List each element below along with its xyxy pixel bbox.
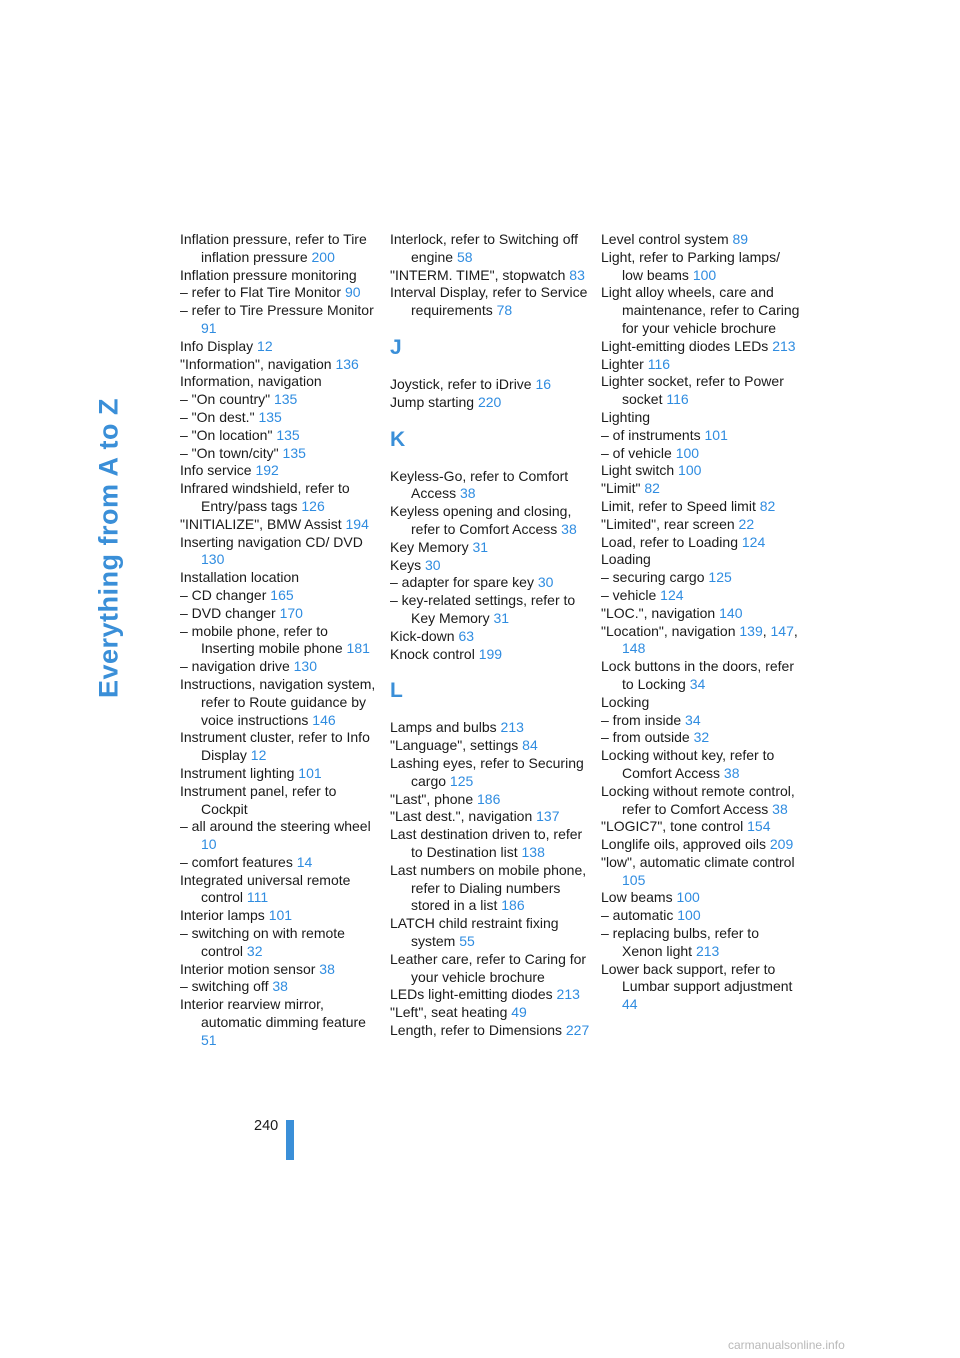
page-reference-link[interactable]: 126 [301, 497, 325, 514]
index-entry [390, 986, 590, 1004]
index-entry [180, 587, 380, 605]
index-entry-text: "Location", navigation [601, 622, 736, 639]
index-entry-text: – "On country" [180, 391, 271, 408]
index-entry-text: – navigation drive [180, 658, 290, 675]
page-reference-link[interactable]: 105 [622, 871, 646, 888]
page-reference-link[interactable]: 213 [695, 942, 720, 959]
index-entry-text: – from outside [601, 729, 690, 746]
index-entry [180, 391, 380, 409]
index-entry-text: Lamps and bulbs [390, 719, 497, 736]
page-reference-link[interactable]: 89 [732, 231, 749, 247]
index-entry [390, 394, 590, 412]
index-entry-text: Locking without remote control, refer to Comfort Access [601, 782, 795, 817]
page-reference-link[interactable]: 34 [689, 675, 706, 692]
page-reference-link[interactable]: 38 [460, 485, 476, 502]
index-entry-text: Knock control [390, 645, 475, 662]
index-entry [601, 498, 801, 516]
index-entry [390, 719, 590, 737]
index-entry [180, 605, 380, 623]
index-entry-text: – CD changer [180, 586, 267, 603]
page-reference-link[interactable]: 100 [676, 889, 700, 906]
index-entry-text: Lock buttons in the doors, refer to Locking [601, 658, 794, 692]
page-reference-link[interactable]: 58 [456, 248, 473, 265]
index-entry-text: Installation location [180, 569, 300, 586]
page-reference-link[interactable]: 44 [622, 996, 638, 1013]
page-reference-link[interactable]: 63 [458, 627, 475, 644]
index-entry-text: Interior rearview mirror, automatic dimming feature [180, 996, 366, 1031]
index-entry-text: "Limit" [601, 480, 641, 497]
index-entry-text: – "On dest." [180, 408, 255, 425]
page-reference-link[interactable]: 38 [561, 520, 577, 537]
index-entry [601, 534, 801, 552]
index-entry [390, 737, 590, 755]
index-entry-text: Leather care, refer to Caring for your vehicle brochure [390, 950, 587, 985]
index-entry-text: "low", automatic climate control [601, 853, 795, 870]
page-reference-link[interactable]: 100 [678, 462, 702, 479]
page-reference-link[interactable]: 135 [273, 391, 298, 408]
index-entry-text: – automatic [601, 907, 674, 924]
page-reference-link[interactable]: 10 [201, 836, 217, 853]
page-number: 240 [254, 1118, 279, 1134]
index-entry [390, 539, 590, 557]
index-entry-text: Light alloy wheels, care and maintenance, refer to Caring for your vehicle brochure [601, 284, 800, 336]
index-entry-text: Keyless opening and closing, refer to Comfort Access [390, 503, 572, 537]
index-entry [601, 729, 801, 747]
index-entry-text: Interior lamps [180, 907, 265, 924]
index-entry [601, 961, 801, 1014]
page-reference-link[interactable]: 16 [535, 375, 552, 392]
index-entry [601, 605, 801, 623]
index-entry [180, 445, 380, 463]
index-entry-text: – vehicle [601, 586, 657, 603]
index-column-2 [390, 231, 590, 1040]
index-entry-text: Loading [601, 551, 651, 568]
index-entry [601, 836, 801, 854]
page-reference-link[interactable]: 78 [496, 302, 513, 319]
page-reference-link[interactable]: 165 [270, 586, 294, 603]
index-entry [390, 267, 590, 285]
page-reference-link[interactable]: 125 [708, 569, 732, 586]
page-reference-link[interactable]: 192 [255, 462, 279, 479]
page-reference-link[interactable]: 101 [298, 764, 322, 781]
index-entry [180, 729, 380, 765]
page-reference-link[interactable]: 213 [500, 719, 524, 736]
index-entry: "Location", navigation 139, 147, 148 [601, 622, 798, 657]
index-entry-text: Last numbers on mobile phone, refer to Dialing numbers stored in a list [390, 861, 587, 914]
page-reference-link[interactable]: 22 [738, 515, 755, 532]
index-entry [180, 872, 380, 908]
index-entry-text: Last destination driven to, refer to Destination list [390, 826, 583, 860]
index-entry-text: Inflation pressure monitoring [180, 266, 357, 283]
index-entry-text: Jump starting [390, 393, 475, 410]
page-reference-link[interactable]: 116 [647, 355, 671, 372]
index-entry-text: "Last dest.", navigation [390, 808, 533, 825]
index-entry-text: Length, refer to Dimensions [390, 1021, 562, 1038]
page-reference-link[interactable]: 55 [459, 932, 475, 949]
page-reference-link[interactable]: 135 [276, 426, 300, 443]
index-entry-text: Info Display [180, 337, 254, 354]
page-reference-link[interactable]: 34 [685, 711, 701, 728]
index-entry [180, 409, 380, 427]
index-entry-text: "INITIALIZE", BMW Assist [180, 515, 342, 532]
index-entry-text: Instrument cluster, refer to Info Display [180, 729, 370, 764]
index-entry-text: Load, refer to Loading [601, 533, 738, 550]
index-entry-text: – adapter for spare key [390, 574, 534, 591]
index-entry-text: – mobile phone, refer to Inserting mobile phone [180, 622, 343, 657]
page-reference-link[interactable]: 135 [282, 444, 306, 461]
page-reference-link[interactable]: 38 [772, 800, 788, 817]
index-entry-text: Instrument lighting [180, 764, 295, 781]
index-entry-text: Interval Display, refer to Service requirements [390, 284, 588, 319]
index-entry [180, 267, 380, 285]
index-entry [390, 557, 590, 575]
page-reference-link[interactable]: 130 [201, 551, 225, 568]
page-reference-link[interactable]: 194 [345, 515, 369, 532]
page-reference-link[interactable]: 170 [279, 604, 303, 621]
index-entry-text: – of vehicle [601, 444, 672, 461]
index-entry [601, 818, 801, 836]
page-reference-link[interactable]: 200 [311, 248, 335, 265]
index-entry-text: – "On town/city" [180, 444, 279, 461]
index-entry [601, 284, 801, 337]
index-column-3 [601, 231, 801, 1014]
index-entry-text: – switching on with remote control [180, 925, 345, 959]
index-entry [180, 961, 380, 979]
index-entry-text: "Language", settings [390, 737, 519, 754]
page-reference-link[interactable]: 111 [246, 889, 269, 906]
page-reference-link[interactable]: 90 [344, 284, 361, 301]
index-entry [180, 818, 380, 854]
index-entry-text: Light switch [601, 462, 675, 479]
page-reference-link[interactable]: 137 [536, 808, 560, 825]
page-reference-link[interactable]: 227 [565, 1021, 590, 1038]
index-entry-text: Locking without key, refer to Comfort Access [601, 747, 775, 781]
index-entry-text: Integrated universal remote control [180, 871, 351, 906]
index-entry [390, 628, 590, 646]
page-reference-link[interactable]: 213 [556, 986, 580, 1003]
index-entry [390, 826, 590, 862]
index-entry-text: Instrument panel, refer to Cockpit [180, 782, 337, 817]
index-entry [390, 592, 590, 628]
index-entry-text: Limit, refer to Speed limit [601, 497, 756, 514]
page-reference-link[interactable]: 140 [719, 604, 743, 621]
page-reference-link[interactable]: 124 [660, 586, 684, 603]
index-section-letter: L [390, 679, 403, 703]
index-entry-text: Joystick, refer to iDrive [390, 375, 532, 392]
page-reference-link[interactable]: 101 [704, 426, 728, 443]
page-reference-link[interactable]: 130 [293, 658, 317, 675]
index-entry-text: Information, navigation [180, 373, 322, 390]
index-entry [180, 925, 380, 961]
index-entry [601, 569, 801, 587]
index-entry [390, 284, 590, 320]
page-reference-link[interactable]: 146 [312, 711, 336, 728]
index-entry-text: Longlife oils, approved oils [601, 836, 766, 853]
page-reference-link[interactable]: 138 [521, 843, 545, 860]
index-entry-text: Lighter [601, 355, 644, 372]
index-entry [390, 1004, 590, 1022]
index-section-letter: K [390, 427, 406, 451]
index-entry [390, 1022, 590, 1040]
page-reference-link[interactable]: 154 [747, 818, 771, 835]
index-entry-text: Instructions, navigation system, refer to Route guidance by voice instructions [180, 675, 376, 728]
index-entry [180, 427, 380, 445]
index-entry [180, 765, 380, 783]
page-reference-link[interactable]: 209 [769, 836, 794, 853]
page-reference-link[interactable]: 91 [201, 319, 217, 336]
index-entry-text: Light-emitting diodes LEDs [601, 337, 769, 354]
index-entry [180, 534, 380, 570]
page-reference-link[interactable]: 82 [759, 497, 776, 514]
index-entry [601, 783, 801, 819]
index-entry-text: – "On location" [180, 426, 273, 443]
index-entry-text: Interlock, refer to Switching off engine [390, 231, 579, 265]
index-entry [601, 338, 801, 356]
page-reference-link[interactable]: 12 [250, 747, 267, 764]
index-entry-text: "Information", navigation [180, 355, 332, 372]
index-entry-text: – of instruments [601, 426, 701, 443]
page-reference-link[interactable]: 31 [493, 609, 510, 626]
page-reference-link[interactable]: 124 [741, 533, 766, 550]
page-reference-link[interactable]: 100 [675, 444, 700, 461]
page-reference-link[interactable]: 199 [478, 645, 503, 662]
index-entry [601, 480, 801, 498]
index-entry-text: Key Memory [390, 538, 469, 555]
page-reference-link[interactable]: 186 [477, 790, 501, 807]
index-entry-text: "Limited", rear screen [601, 515, 735, 532]
page-reference-link[interactable]: 82 [644, 480, 660, 497]
index-entry-text: Lighter socket, refer to Power socket [601, 373, 784, 408]
page-reference-link[interactable]: 49 [511, 1004, 527, 1021]
page-reference-link[interactable]: 147 [770, 622, 794, 639]
page-reference-link[interactable]: 14 [296, 853, 313, 870]
index-entry [180, 480, 380, 516]
index-entry [601, 551, 801, 569]
index-entry [180, 658, 380, 676]
index-entry [180, 373, 380, 391]
index-entry [180, 284, 380, 302]
index-entry-text: – from inside [601, 711, 682, 728]
index-entry-text: – switching off [180, 978, 269, 995]
index-entry-text: "Last", phone [390, 790, 474, 807]
index-entry-text: Level control system [601, 231, 729, 247]
index-entry-text: "LOGIC7", tone control [601, 818, 744, 835]
index-entry [390, 915, 590, 951]
index-entry-text: – securing cargo [601, 569, 705, 586]
index-entry [601, 462, 801, 480]
index-entry-text: Inserting navigation CD/ DVD [180, 533, 363, 550]
index-entry [390, 951, 590, 987]
index-entry [390, 574, 590, 592]
index-entry-text: Interior motion sensor [180, 960, 316, 977]
page-reference-link[interactable]: 101 [268, 907, 293, 924]
page-reference-link[interactable]: 32 [246, 942, 263, 959]
index-entry [180, 516, 380, 534]
index-entry [180, 783, 380, 819]
index-entry [180, 462, 380, 480]
watermark: carmanualsonline.info [728, 1338, 845, 1352]
section-title-vertical: Everything from A to Z [93, 397, 124, 699]
index-entry [601, 409, 801, 427]
index-entry [601, 854, 801, 890]
index-entry-text: – key-related settings, refer to Key Memory [390, 592, 576, 626]
index-entry [390, 646, 590, 664]
index-entry [390, 468, 590, 504]
page-reference-link[interactable]: 186 [501, 897, 525, 914]
index-entry-text: – DVD changer [180, 604, 276, 621]
index-entry [180, 356, 380, 374]
index-entry [601, 373, 801, 409]
index-entry [390, 231, 590, 267]
index-entry [601, 658, 801, 694]
index-entry [601, 587, 801, 605]
index-entry [601, 712, 801, 730]
index-entry [601, 445, 801, 463]
index-entry [180, 978, 380, 996]
index-entry-text: LEDs light-emitting diodes [390, 986, 553, 1003]
index-entry-text: Keys [390, 556, 422, 573]
index-entry [601, 249, 801, 285]
index-entry-text: Low beams [601, 889, 673, 906]
index-entry [601, 694, 801, 712]
index-entry [390, 862, 590, 915]
page-reference-link[interactable]: 148 [622, 640, 646, 657]
index-entry-text: LATCH child restraint fixing system [390, 915, 559, 949]
index-column-1 [180, 231, 380, 1050]
index-entry [601, 889, 801, 907]
index-entry-text: Keyless-Go, refer to Comfort Access [390, 467, 569, 502]
page-reference-link[interactable]: 30 [425, 556, 441, 573]
index-entry [601, 516, 801, 534]
page-reference-link[interactable]: 135 [258, 408, 282, 425]
index-entry [180, 676, 380, 729]
index-entry-text: Lashing eyes, refer to Securing cargo [390, 754, 584, 789]
index-entry-text: "LOC.", navigation [601, 604, 716, 621]
page-reference-link[interactable]: 83 [569, 266, 585, 283]
page-reference-link[interactable]: 12 [257, 337, 273, 354]
index-entry [180, 623, 380, 659]
index-entry [601, 925, 801, 961]
index-entry [180, 569, 380, 587]
page-reference-link[interactable]: 213 [772, 337, 796, 354]
index-entry [390, 808, 590, 826]
page-reference-link[interactable]: 30 [537, 574, 554, 591]
index-entry-text: Kick-down [390, 627, 455, 644]
page-reference-link[interactable]: 100 [692, 266, 717, 283]
page-reference-link[interactable]: 136 [335, 355, 359, 372]
index-entry-text: Inflation pressure, refer to Tire inflation pressure [180, 231, 367, 265]
index-entry [601, 747, 801, 783]
page-reference-link[interactable]: 125 [449, 772, 474, 789]
index-entry [390, 755, 590, 791]
index-entry-text: Info service [180, 462, 252, 479]
index-entry-text: Infrared windshield, refer to Entry/pass tags [180, 480, 350, 514]
index-entry-text: – replacing bulbs, refer to Xenon light [601, 925, 759, 959]
index-entry [180, 231, 380, 267]
page-reference-link[interactable]: 38 [319, 960, 335, 977]
page-reference-link[interactable]: 116 [666, 391, 689, 408]
index-entry [601, 231, 801, 249]
index-entry [180, 302, 380, 338]
index-entry-text: "INTERM. TIME", stopwatch [390, 266, 566, 283]
index-entry-text: – refer to Tire Pressure Monitor [180, 302, 374, 319]
page-reference-link[interactable]: 84 [522, 737, 538, 754]
index-entry [390, 376, 590, 394]
index-section-letter: J [390, 335, 402, 359]
page-reference-link[interactable]: 32 [693, 729, 710, 746]
page-reference-link[interactable]: 139 [739, 622, 763, 639]
index-entry [601, 427, 801, 445]
page-reference-link[interactable]: 31 [472, 538, 489, 555]
index-entry [390, 791, 590, 809]
index-entry-text: Lower back support, refer to Lumbar support adjustment [601, 960, 793, 995]
page-reference-link[interactable]: 220 [477, 393, 502, 410]
index-entry [180, 338, 380, 356]
page-reference-link[interactable]: 51 [201, 1031, 217, 1048]
page-reference-link[interactable]: 100 [677, 907, 701, 924]
page-reference-link[interactable]: 181 [346, 640, 370, 657]
page-number-bar [286, 1120, 294, 1160]
index-entry-text: Locking [601, 693, 650, 710]
page-reference-link[interactable]: 38 [723, 764, 740, 781]
index-entry [180, 907, 380, 925]
index-entry [390, 503, 590, 539]
index-entry-text: Light, refer to Parking lamps/ low beams [601, 248, 780, 283]
index-entry-text: – all around the steering wheel [180, 818, 371, 835]
index-entry-text: Lighting [601, 408, 651, 425]
index-entry [601, 907, 801, 925]
index-entry-text: – comfort features [180, 853, 293, 870]
page-reference-link[interactable]: 38 [272, 978, 288, 995]
index-entry [180, 996, 380, 1049]
index-entry [601, 356, 801, 374]
index-entry-text: "Left", seat heating [390, 1004, 508, 1021]
index-entry-text: – refer to Flat Tire Monitor [180, 284, 342, 301]
index-entry [180, 854, 380, 872]
